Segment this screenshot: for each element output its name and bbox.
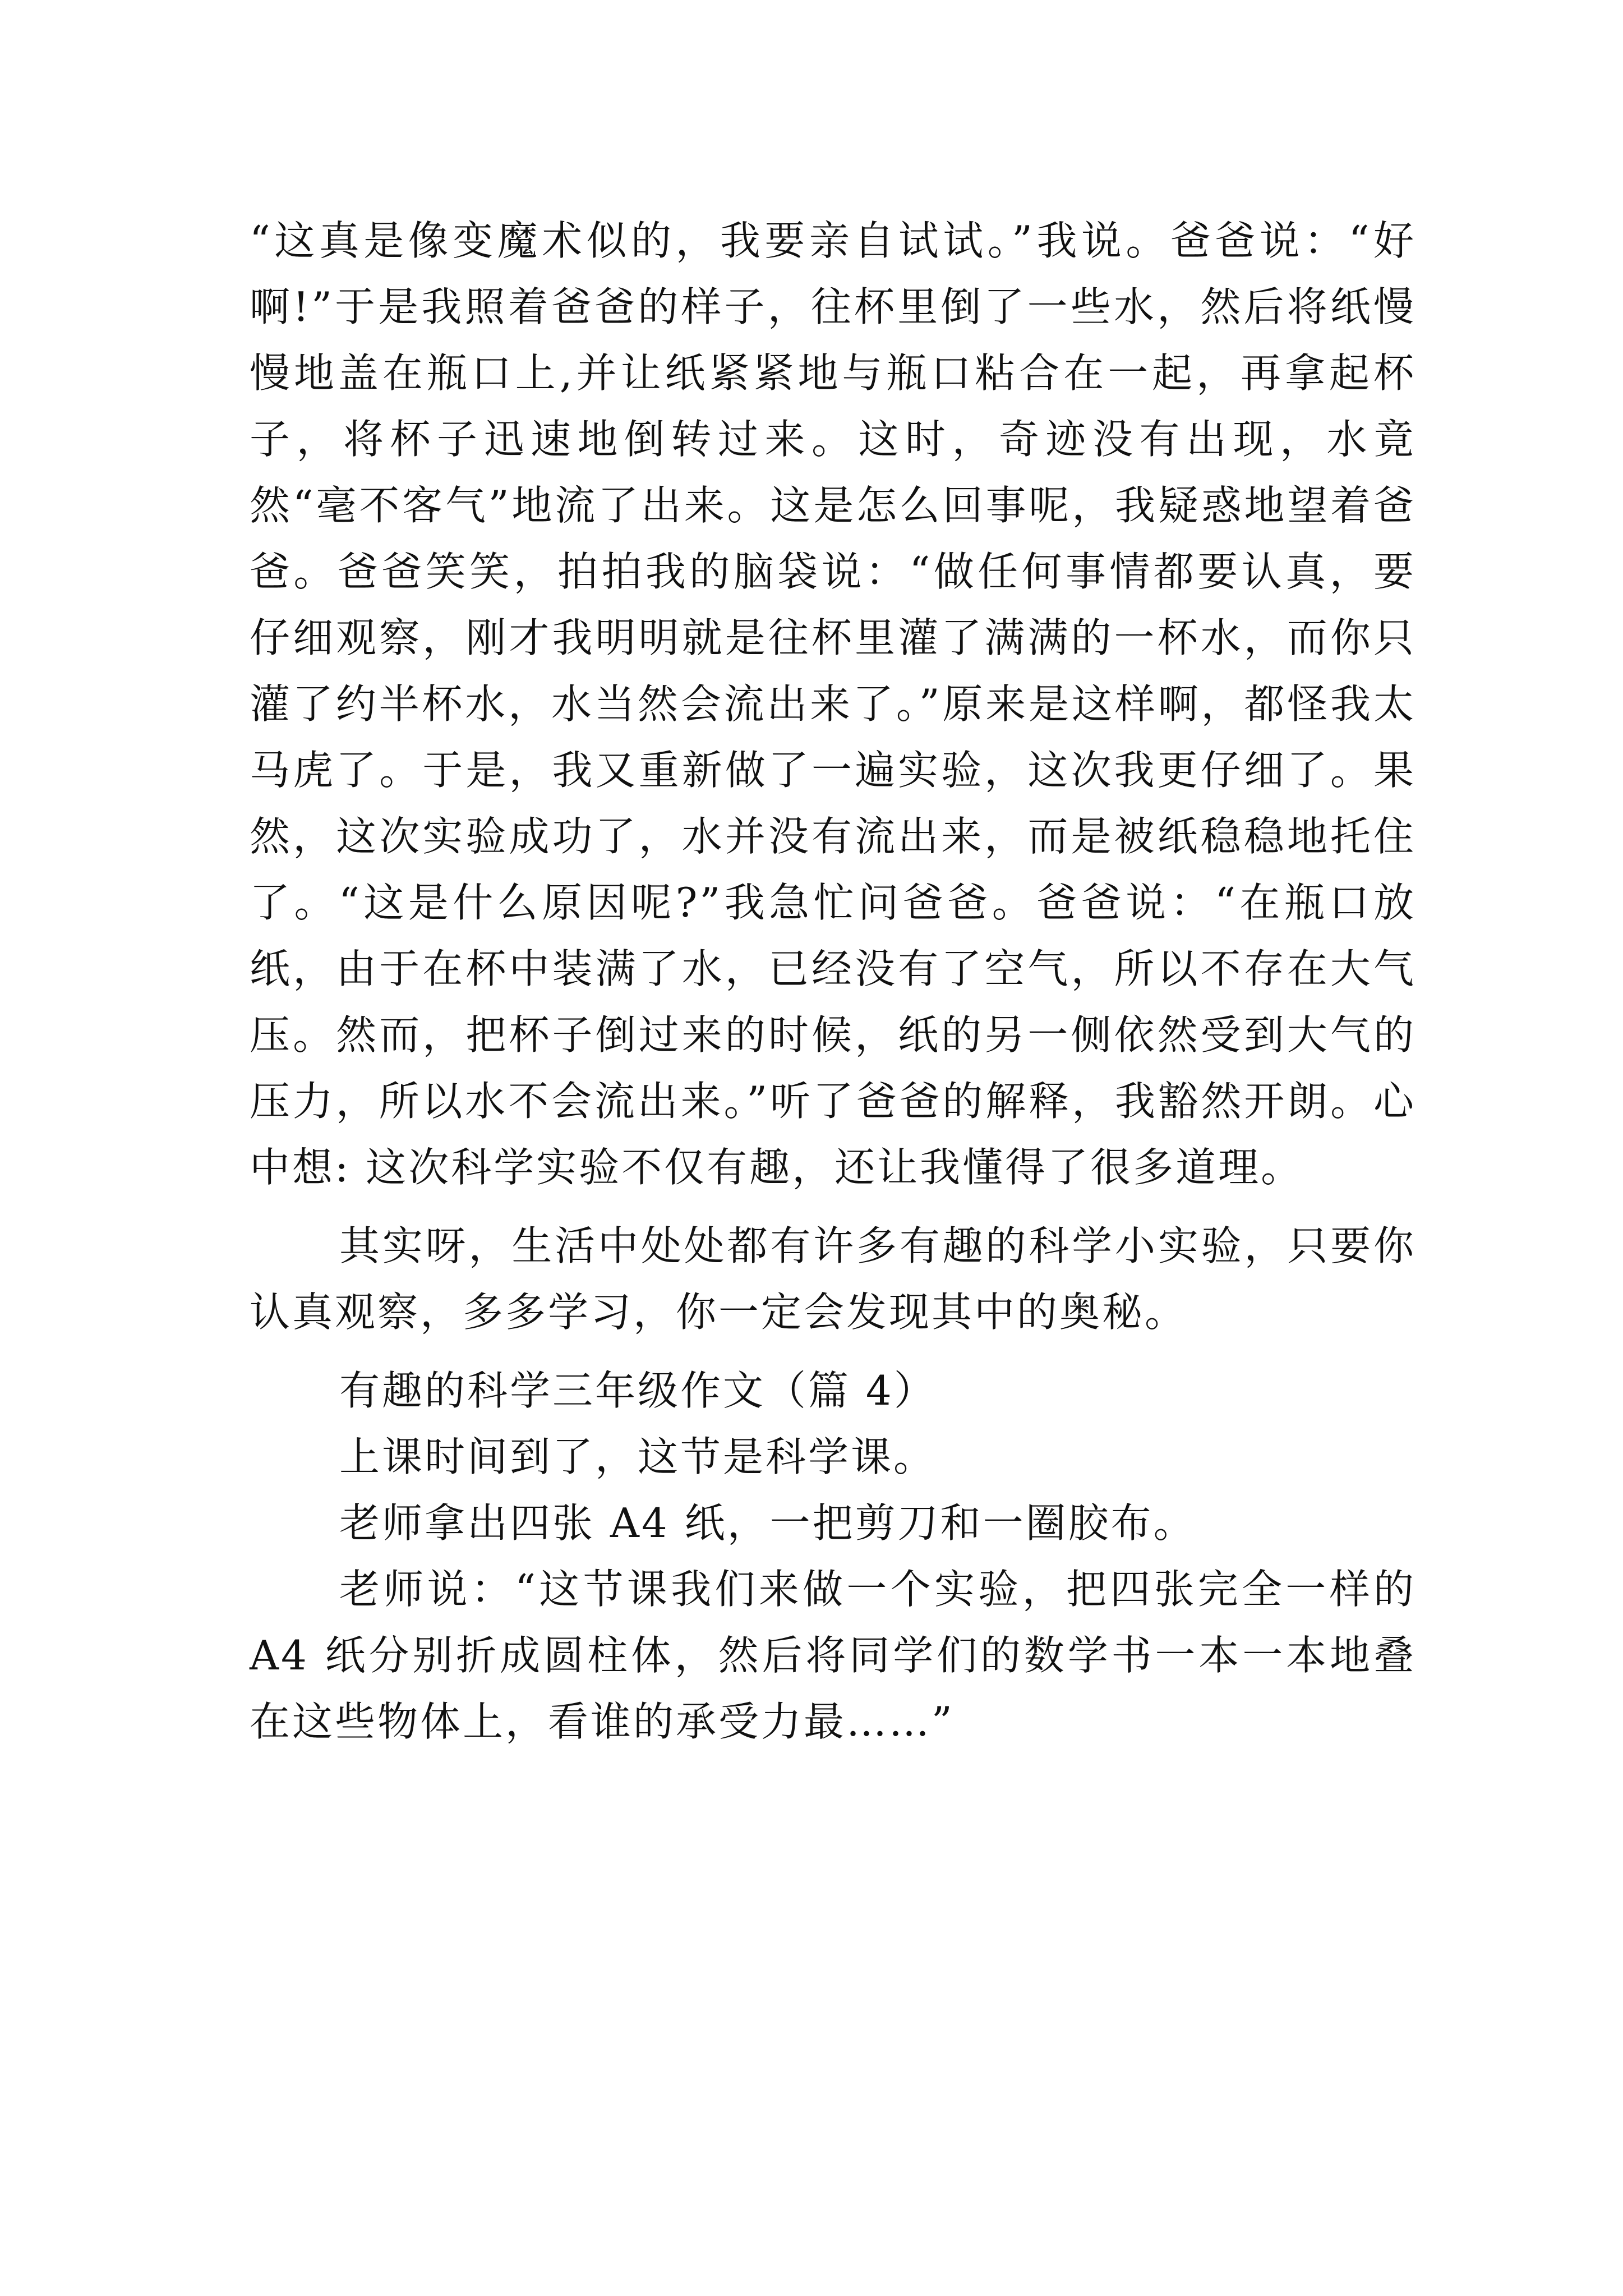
section-title: 有趣的科学三年级作文（篇 4） [339,1367,937,1414]
document-body [250,208,1416,1755]
paragraph-conclusion: 其实呀，生活中处处都有许多有趣的科学小实验，只要你认真观察，多多学习，你一定会发现其中的奥秘。 [250,1222,1416,1336]
paragraph-class-start: 上课时间到了，这节是科学课。 [339,1433,937,1480]
paragraph-teacher-says: 老师说：“这节课我们来做一个实验，把四张完全一样的 A4 纸分别折成圆柱体，然后将同学们的数学书一本一本地叠在这些物体上，看谁的承受力最……” [250,1566,1416,1745]
paragraph-materials: 老师拿出四张 A4 纸，一把剪刀和一圈胶布。 [339,1499,1196,1547]
paragraph-experiment-story: “这真是像变魔术似的，我要亲自试试。”我说。爸爸说：“好啊!”于是我照着爸爸的样子，往杯里倒了一些水，然后将纸慢慢地盖在瓶口上,并让纸紧紧地与瓶口粘合在一起，再拿起杯子，将杯子迅速地倒转过来。这时，奇迹没有出现，水竟然“毫不客气”地流了出来。这是怎么回事呢，我疑惑地望着爸爸。爸爸笑笑，拍拍我的脑袋说：“做任何事情都要认真，要仔细观察，刚才我明明就是往杯里灌了满满的一杯水，而你只灌了约半杯水，水当然会流出来了。”原来是这样啊，都怪我太马虎了。于是，我又重新做了一遍实验，这次我更仔细了。果然，这次实验成功了，水并没有流出来，而是被纸稳稳地托住了。“这是什么原因呢?”我急忙问爸爸。爸爸说：“在瓶口放纸，由于在杯中装满了水，已经没有了空气，所以不存在大气压。然而，把杯子倒过来的时候，纸的另一侧依然受到大气的压力，所以水不会流出来。”听了爸爸的解释，我豁然开朗。心中想: 这次科学实验不仅有趣，还让我懂得了很多道理。 [250,217,1416,1191]
